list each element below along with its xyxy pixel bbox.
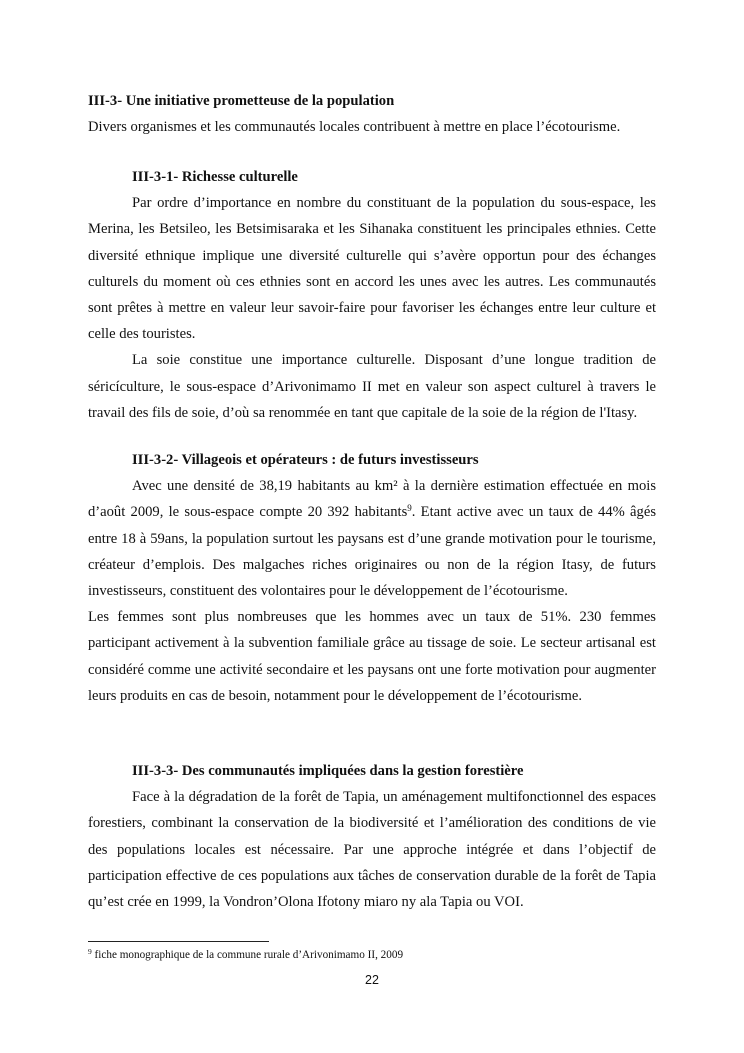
subsection-2-heading: III-3-2- Villageois et opérateurs : de futurs investisseurs xyxy=(132,452,479,468)
footnote xyxy=(88,948,656,962)
subsection-1-paragraph-1: Par ordre d’importance en nombre du constituant de la population du sous-espace, les Merina, les Betsileo, les Betsimisaraka et les Sihanaka constituent les principales ethnies. Cette diversité ethnique implique une diversité culturelle qui s’avère opportun pour des échanges culturels du moment où ces ethnies sont en accord les unes avec les autres. Les communautés sont prêtes à mettre en valeur leur savoir-faire pour favoriser les échanges entre leur culture et celle des touristes. xyxy=(88,195,656,343)
page-number: 22 xyxy=(365,973,379,987)
subsection-3 xyxy=(88,758,656,915)
subsection-2-paragraph-1-text-b: . Etant active avec un taux de 44% âgés entre 18 à 59ans, la population surtout les paysans est d’une grande motivation pour le tourisme, créateur d’emplois. Des malgaches riches originaires ou non de la région Itasy, de futurs investisseurs, constituent des volontaires pour le développement de l’écotourisme. xyxy=(88,504,656,600)
subsection-2-paragraph-2: Les femmes sont plus nombreuses que les hommes avec un taux de 51%. 230 femmes participant activement à la subvention familiale grâce au tissage de soie. Le secteur artisanal est considéré comme une activité secondaire et les paysans ont une forte motivation pour augmenter leurs produits en cas de besoin, notamment pour le développement de l’écotourisme. xyxy=(88,609,656,704)
subsection-1-paragraph-2: La soie constitue une importance culturelle. Disposant d’une longue tradition de séricículture, le sous-espace d’Arivonimamo II met en valeur son aspect culturel à travers le travail des fils de soie, d’où sa renommée en tant que capitale de la soie de la région de l'Itasy. xyxy=(88,352,656,421)
section-block xyxy=(88,88,656,140)
subsection-3-paragraph-1: Face à la dégradation de la forêt de Tapia, un aménagement multifonctionnel des espaces forestiers, combinant la conservation de la biodiversité et l’amélioration des conditions de vie des populations locales est nécessaire. Par une approche intégrée et dans l’objectif de participation effective de ces populations aux tâches de conservation durable de la forêt de Tapia qu’est crée en 1999, la Vondron’Olona Ifotony miaro ny ala Tapia ou VOI. xyxy=(88,789,656,911)
subsection-1-heading: III-3-1- Richesse culturelle xyxy=(132,169,298,185)
subsection-2-paragraph-1-text-a: Avec une densité de 38,19 habitants au km² à la dernière estimation effectuée en mois d’août 2009, le sous-espace compte 20 392 habitants xyxy=(88,478,656,521)
subsection-3-heading: III-3-3- Des communautés impliquées dans la gestion forestière xyxy=(132,763,524,779)
footnote-number: 9 xyxy=(88,947,92,956)
subsection-1 xyxy=(88,164,656,426)
section-heading: III-3- Une initiative prometteuse de la population xyxy=(88,93,395,109)
footnote-reference: 9 xyxy=(407,503,412,514)
footnote-text: fiche monographique de la commune rurale d’Arivonimamo II, 2009 xyxy=(91,949,404,961)
footnote-divider xyxy=(88,941,269,942)
subsection-2-paragraph-1 xyxy=(88,473,656,604)
section-intro: Divers organismes et les communautés locales contribuent à mettre en place l’écotourisme. xyxy=(88,119,621,136)
subsection-2 xyxy=(88,447,656,709)
